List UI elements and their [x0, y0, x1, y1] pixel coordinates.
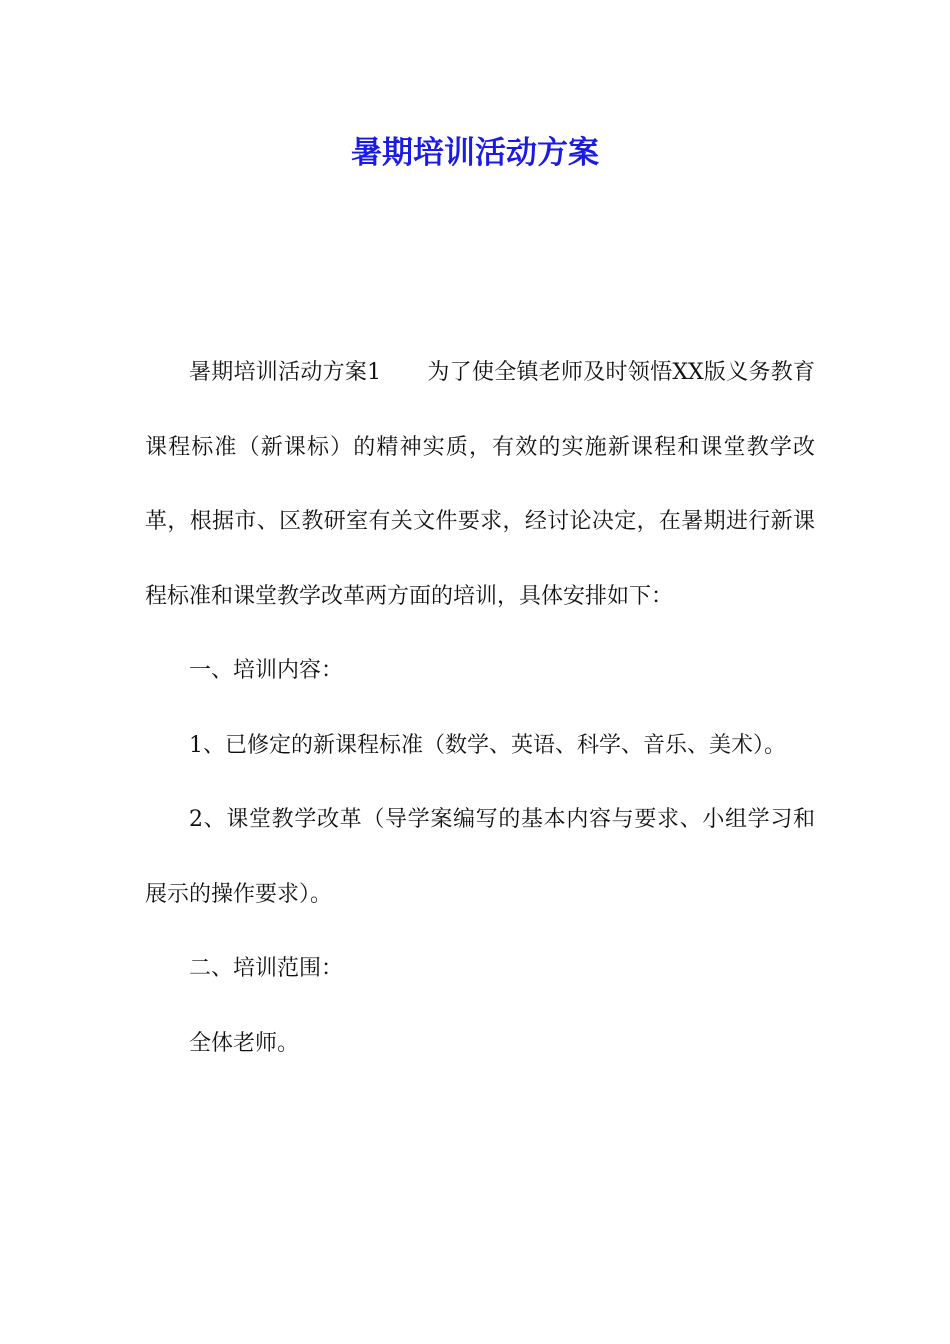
content-item-1: 1、已修定的新课程标准（数学、英语、科学、音乐、美术）。	[189, 732, 786, 758]
intro-paragraph	[145, 336, 815, 634]
section-heading-scope: 二、培训范围：	[189, 956, 344, 981]
document-title: 暑期培训活动方案	[351, 135, 599, 171]
document-body	[145, 336, 815, 1081]
intro-text: 为了使全镇老师及时领悟XX版义务教育课程标准（新课标）的精神实质，有效的实施新课程和课堂教学改革，根据市、区教研室有关文件要求，经讨论决定，在暑期进行新课程标准和课堂教学改革两方面的培训，具体安排如下：	[145, 360, 816, 609]
scope-text: 全体老师。	[189, 1030, 300, 1056]
content-item-2: 2、课堂教学改革（导学案编写的基本内容与要求、小组学习和展示的操作要求）。	[145, 807, 815, 907]
intro-heading: 暑期培训活动方案1	[189, 360, 382, 385]
section-heading-content: 一、培训内容：	[189, 658, 344, 683]
